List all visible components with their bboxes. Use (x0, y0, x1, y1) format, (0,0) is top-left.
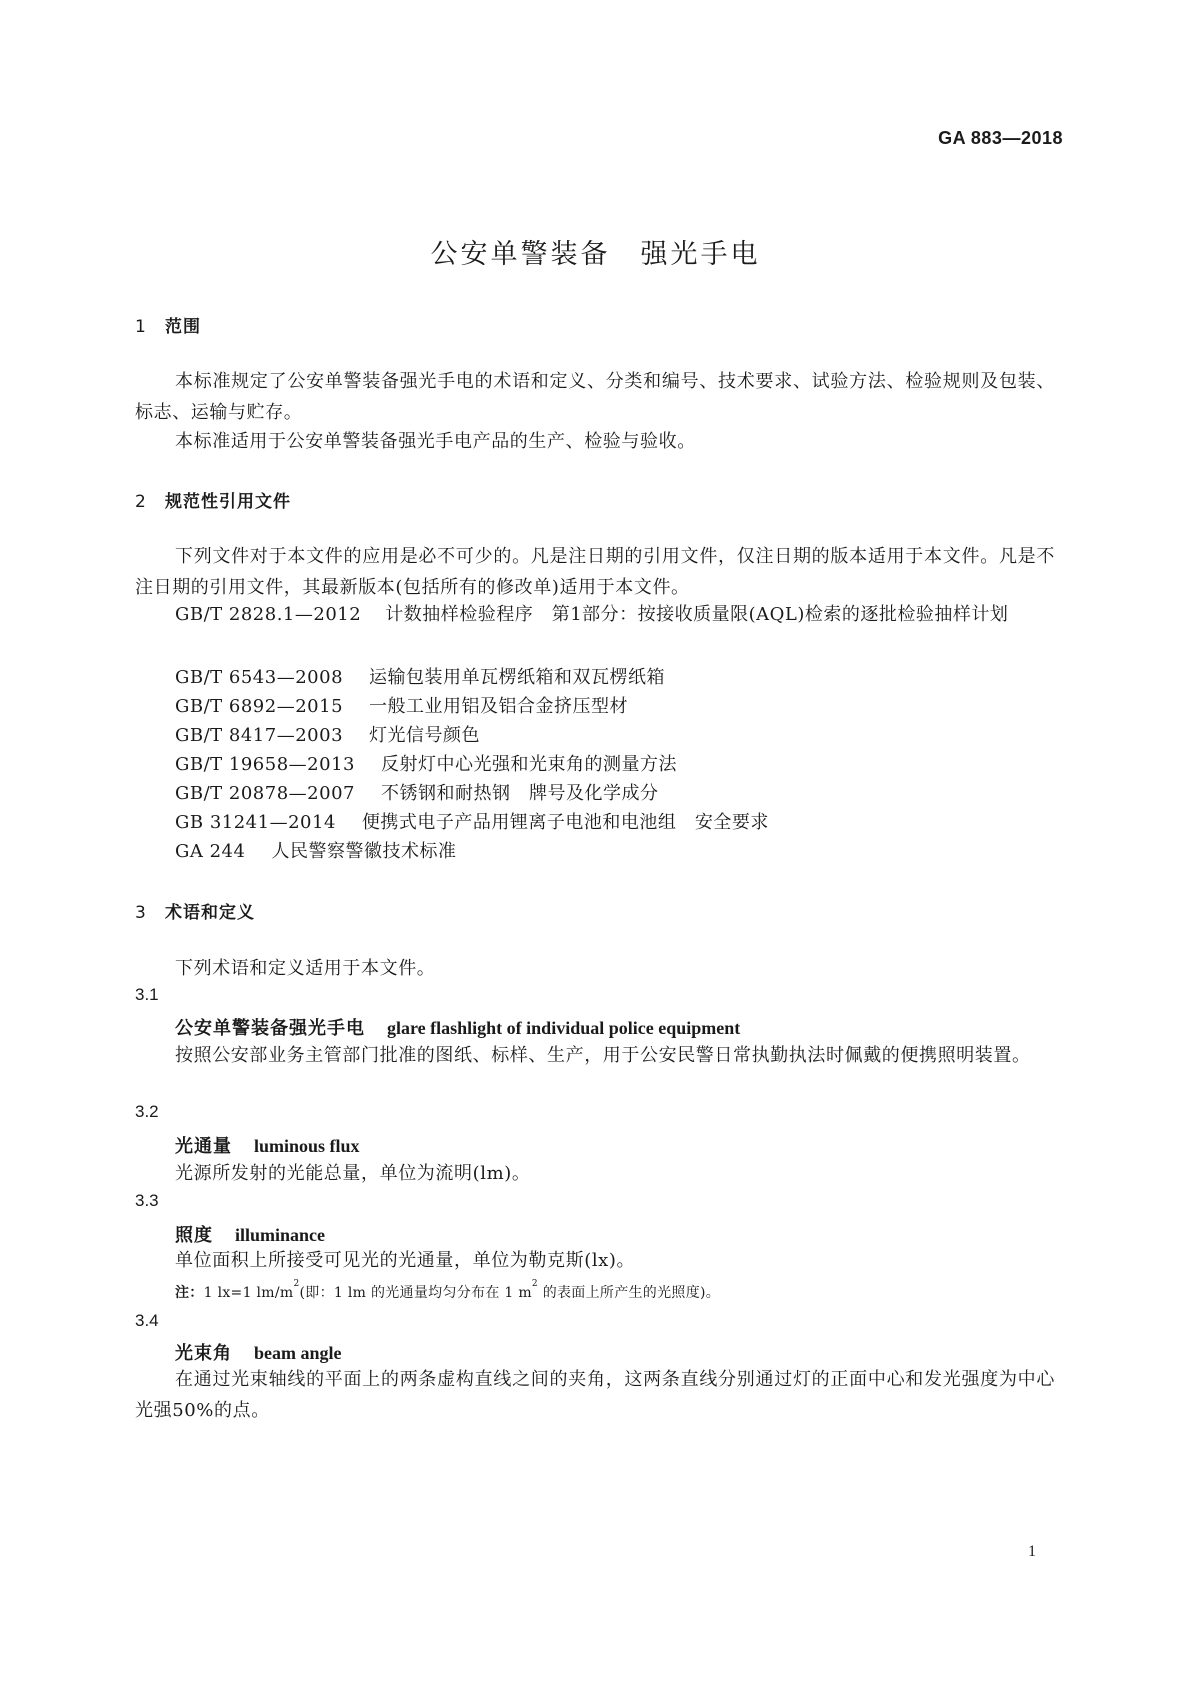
reference-item (175, 837, 456, 863)
section-1-heading (135, 312, 201, 337)
section-2-heading (135, 487, 291, 512)
reference-title: 人民警察警徽技术标准 (271, 841, 457, 862)
section-2-intro: 下列文件对于本文件的应用是必不可少的。凡是注日期的引用文件，仅注日期的版本适用于本文件。凡是不注日期的引用文件，其最新版本(包括所有的修改单)适用于本文件。 (135, 546, 1055, 598)
term-english: beam angle (254, 1343, 342, 1363)
note-superscript: 2 (293, 1279, 300, 1289)
section-1-paragraph-1: 本标准规定了公安单警装备强光手电的术语和定义、分类和编号、技术要求、试验方法、检验规则及包装、标志、运输与贮存。 (135, 371, 1055, 423)
term-definition: 单位面积上所接受可见光的光通量，单位为勒克斯(lx)。 (175, 1250, 636, 1271)
reference-title: 计数抽样检验程序 第1部分：按接收质量限(AQL)检索的逐批检验抽样计划 (385, 604, 1009, 625)
term-definition: 光源所发射的光能总量，单位为流明(lm)。 (175, 1163, 531, 1184)
note-superscript: 2 (531, 1279, 538, 1289)
note-text: (即：1 lm 的光通量均匀分布在 1 m (299, 1285, 532, 1301)
section-title: 范围 (165, 317, 201, 337)
reference-item (175, 779, 658, 805)
reference-title: 便携式电子产品用锂离子电池和电池组 安全要求 (361, 812, 769, 833)
reference-title: 灯光信号颜色 (369, 725, 481, 746)
term-heading (175, 1014, 740, 1040)
reference-title: 运输包装用单瓦楞纸箱和双瓦楞纸箱 (369, 667, 666, 688)
document-title: 公安单警装备 强光手电 (430, 239, 761, 270)
reference-code: GB 31241—2014 (175, 812, 336, 833)
standard-number: GA 883—2018 (938, 128, 1063, 148)
section-3-heading (135, 898, 255, 923)
term-definition: 按照公安部业务主管部门批准的图纸、标样、生产，用于公安民警日常执勤执法时佩戴的便携照明装置。 (175, 1045, 1031, 1066)
term-heading (175, 1339, 342, 1365)
reference-code: GB/T 6892—2015 (175, 696, 344, 717)
reference-item (175, 721, 480, 747)
reference-item (175, 808, 769, 834)
page-number: 1 (1028, 1543, 1036, 1560)
clause-number: 3.1 (135, 985, 159, 1004)
section-number: 2 (135, 492, 147, 512)
reference-title: 一般工业用铝及铝合金挤压型材 (369, 696, 629, 717)
section-number: 3 (135, 903, 147, 923)
term-definition: 在通过光束轴线的平面上的两条虚构直线之间的夹角，这两条直线分别通过灯的正面中心和发光强度为中心光强50%的点。 (135, 1369, 1055, 1421)
reference-item (175, 663, 665, 689)
reference-code: GB/T 8417—2003 (175, 725, 344, 746)
clause-number: 3.3 (135, 1191, 159, 1210)
term-chinese: 光通量 (175, 1136, 232, 1157)
clause-number: 3.2 (135, 1102, 159, 1121)
reference-code: GA 244 (175, 841, 246, 862)
reference-code: GB/T 6543—2008 (175, 667, 344, 688)
section-3-intro: 下列术语和定义适用于本文件。 (175, 958, 436, 979)
term-heading (175, 1221, 325, 1247)
section-number: 1 (135, 317, 147, 337)
term-heading (175, 1132, 360, 1158)
reference-item (135, 599, 1055, 630)
term-chinese: 光束角 (175, 1343, 232, 1364)
term-chinese: 公安单警装备强光手电 (175, 1018, 365, 1039)
section-1-paragraph-2: 本标准适用于公安单警装备强光手电产品的生产、检验与验收。 (175, 431, 696, 452)
reference-title: 不锈钢和耐热钢 牌号及化学成分 (380, 783, 659, 804)
reference-code: GB/T 19658—2013 (175, 754, 355, 775)
note (175, 1279, 721, 1302)
note-text: 的表面上所产生的光照度)。 (537, 1285, 721, 1301)
note-label: 注： (175, 1285, 204, 1301)
term-english: luminous flux (254, 1136, 360, 1156)
clause-number: 3.4 (135, 1311, 159, 1330)
section-title: 术语和定义 (165, 903, 255, 923)
reference-item (175, 750, 677, 776)
section-title: 规范性引用文件 (165, 492, 291, 512)
term-english: illuminance (235, 1225, 326, 1245)
reference-title: 反射灯中心光强和光束角的测量方法 (380, 754, 677, 775)
note-text: 1 lx=1 lm/m (203, 1285, 294, 1301)
reference-item (175, 692, 628, 718)
reference-code: GB/T 2828.1—2012 (175, 604, 362, 625)
term-chinese: 照度 (175, 1225, 213, 1246)
term-english: glare flashlight of individual police equipment (387, 1018, 741, 1038)
reference-code: GB/T 20878—2007 (175, 783, 355, 804)
